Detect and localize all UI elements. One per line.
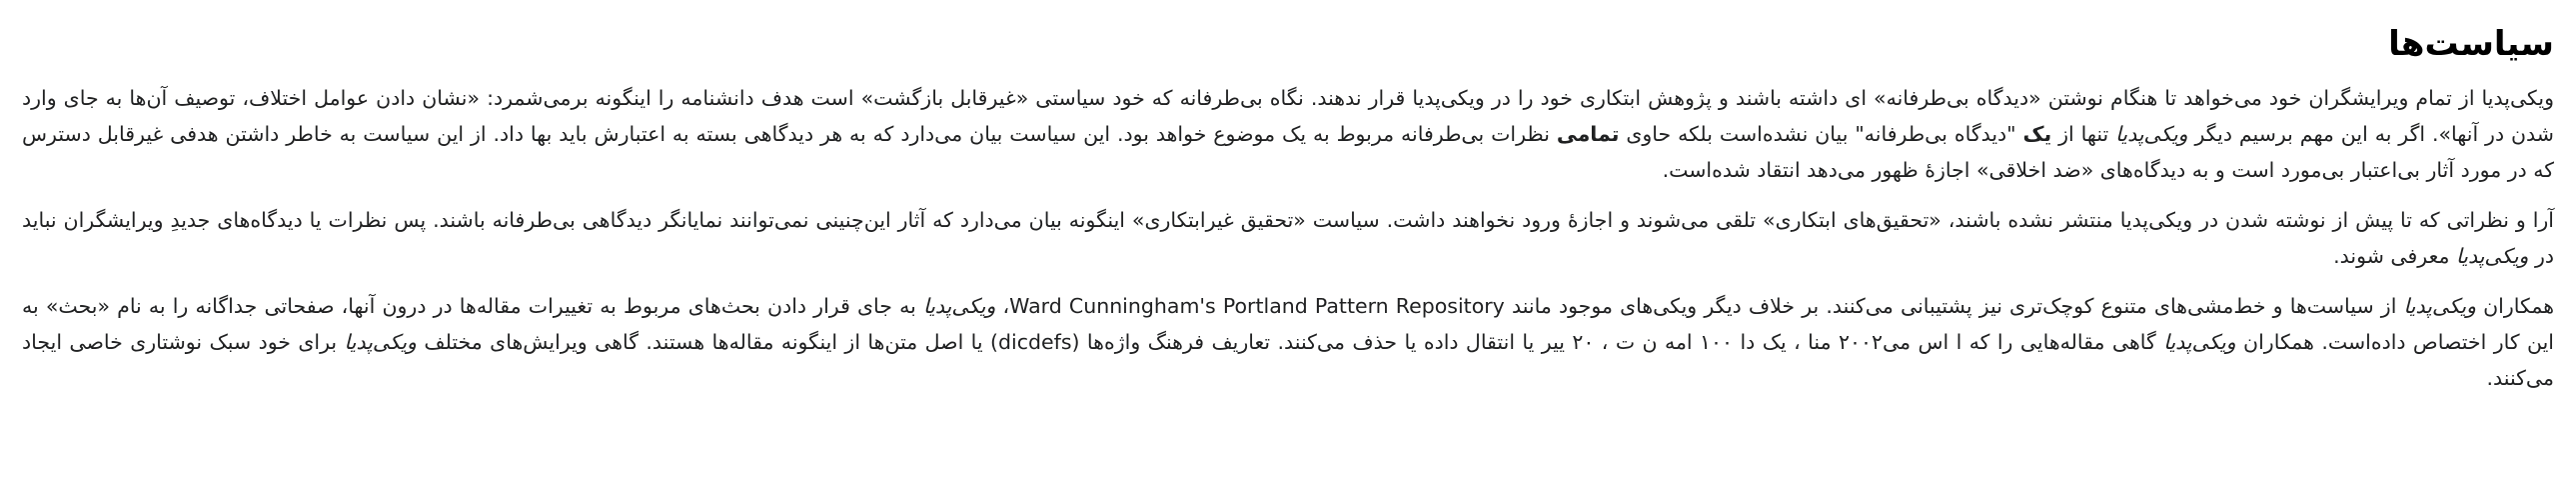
- text-run: نظرات بی‌طرفانه مربوط به یک موضوع خواهد بود. این سیاست بیان می‌دارد که به هر دیدگاهی بسته به اعتبارش باید بها داد. از این سیاست به خاطر داشتن هدفی غیرقابل دسترس که در مورد آثار بی‌اعتبار بی‌مورد است و به دیدگاه‌های «ضد اخلاقی» اجازهٔ ظهور می‌دهد انتقاد شده‌است.: [22, 122, 2554, 182]
- paragraph-other-policies: [22, 288, 2554, 396]
- italic-term-wikipedia: ویکی‌پدیا: [2403, 294, 2476, 318]
- text-run: به جای قرار دادن بحث‌های مربوط به تغییرات مقاله‌ها در درون آنها، صفحاتی جداگانه را به نام «بحث» به این کار اختصاص داده‌است. همکاران: [22, 294, 2555, 354]
- text-run: ویکی‌پدیا از تمام ویرایشگران خود می‌خواهد تا هنگام نوشتن «دیدگاه بی‌طرفانه» ای داشته باشند و پژوهش ابتکاری خود را در ویکی‌پدیا قرار ندهند. نگاه بی‌طرفانه که خود سیاستی «غیرقابل بازگشت» است هدف دانشنامه را اینگونه برمی‌شمرد: «نشان دادن عوامل اختلاف، توصیف آن‌ها به جای وارد شدن در آنها». اگر به این مهم برسیم دیگر: [22, 86, 2554, 146]
- text-run: معرفی شوند.: [2333, 244, 2457, 268]
- paragraph-no-original-research: [22, 202, 2554, 274]
- text-run: گاهی مقاله‌هایی را که ا اس می۲۰۰۲ منا ، یک دا ۱۰۰ امه ن ت‌ ، ۲۰ ییر یا انتقال داده یا حذف می‌کنند. تعاریف فرهنگ واژه‌ها (dicdefs) یا اصل متن‌ها از اینگونه مقاله‌ها هستند. گاهی ویرایش‌های مختلف: [416, 330, 2164, 354]
- text-run: از سیاست‌ها و خط‌مشی‌های متنوع کوچک‌تری نیز پشتیبانی می‌کنند. بر خلاف دیگر ویکی‌های موجود مانند: [1504, 294, 2404, 318]
- text-run: آرا و نظراتی که تا پیش از نوشته شدن در ویکی‌پدیا منتشر نشده باشند، «تحقیق‌های ابتکاری» تلقی می‌شوند و اجازهٔ ورود نخواهند داشت. سیاست «تحقیق غیرابتکاری» اینگونه بیان می‌دارد که آثار این‌چنینی نمی‌توانند نمایانگر دیدگاهی بی‌طرفانه باشند. پس نظرات یا دیدگاه‌های جدیدِ ویرایشگران نباید در: [22, 208, 2554, 268]
- italic-term-wikipedia: ویکی‌پدیا: [2163, 330, 2236, 354]
- text-run: همکاران: [2475, 294, 2555, 318]
- bold-term-one: یک: [2022, 122, 2052, 146]
- italic-term-wikipedia: ویکی‌پدیا: [922, 294, 996, 318]
- section-heading: سیاست‌ها: [2388, 24, 2554, 64]
- inline-latin-name: Ward Cunningham's Portland Pattern Repository: [1009, 294, 1505, 318]
- paragraph-neutral-point-of-view: [22, 80, 2554, 188]
- text-run: ،: [995, 294, 1010, 318]
- italic-term-wikipedia: ویکی‌پدیا: [2456, 244, 2529, 268]
- text-run: تنها از: [2051, 122, 2116, 146]
- italic-term-wikipedia: ویکی‌پدیا: [344, 330, 417, 354]
- text-run: "دیدگاه بی‌طرفانه" بیان نشده‌است بلکه حاوی: [1619, 122, 2023, 146]
- bold-term-all: تمامی: [1556, 122, 1620, 146]
- text-run: برای خود سبک نوشتاری خاصی ایجاد می‌کنند.: [22, 330, 2554, 390]
- italic-term-wikipedia: ویکی‌پدیا: [2115, 122, 2188, 146]
